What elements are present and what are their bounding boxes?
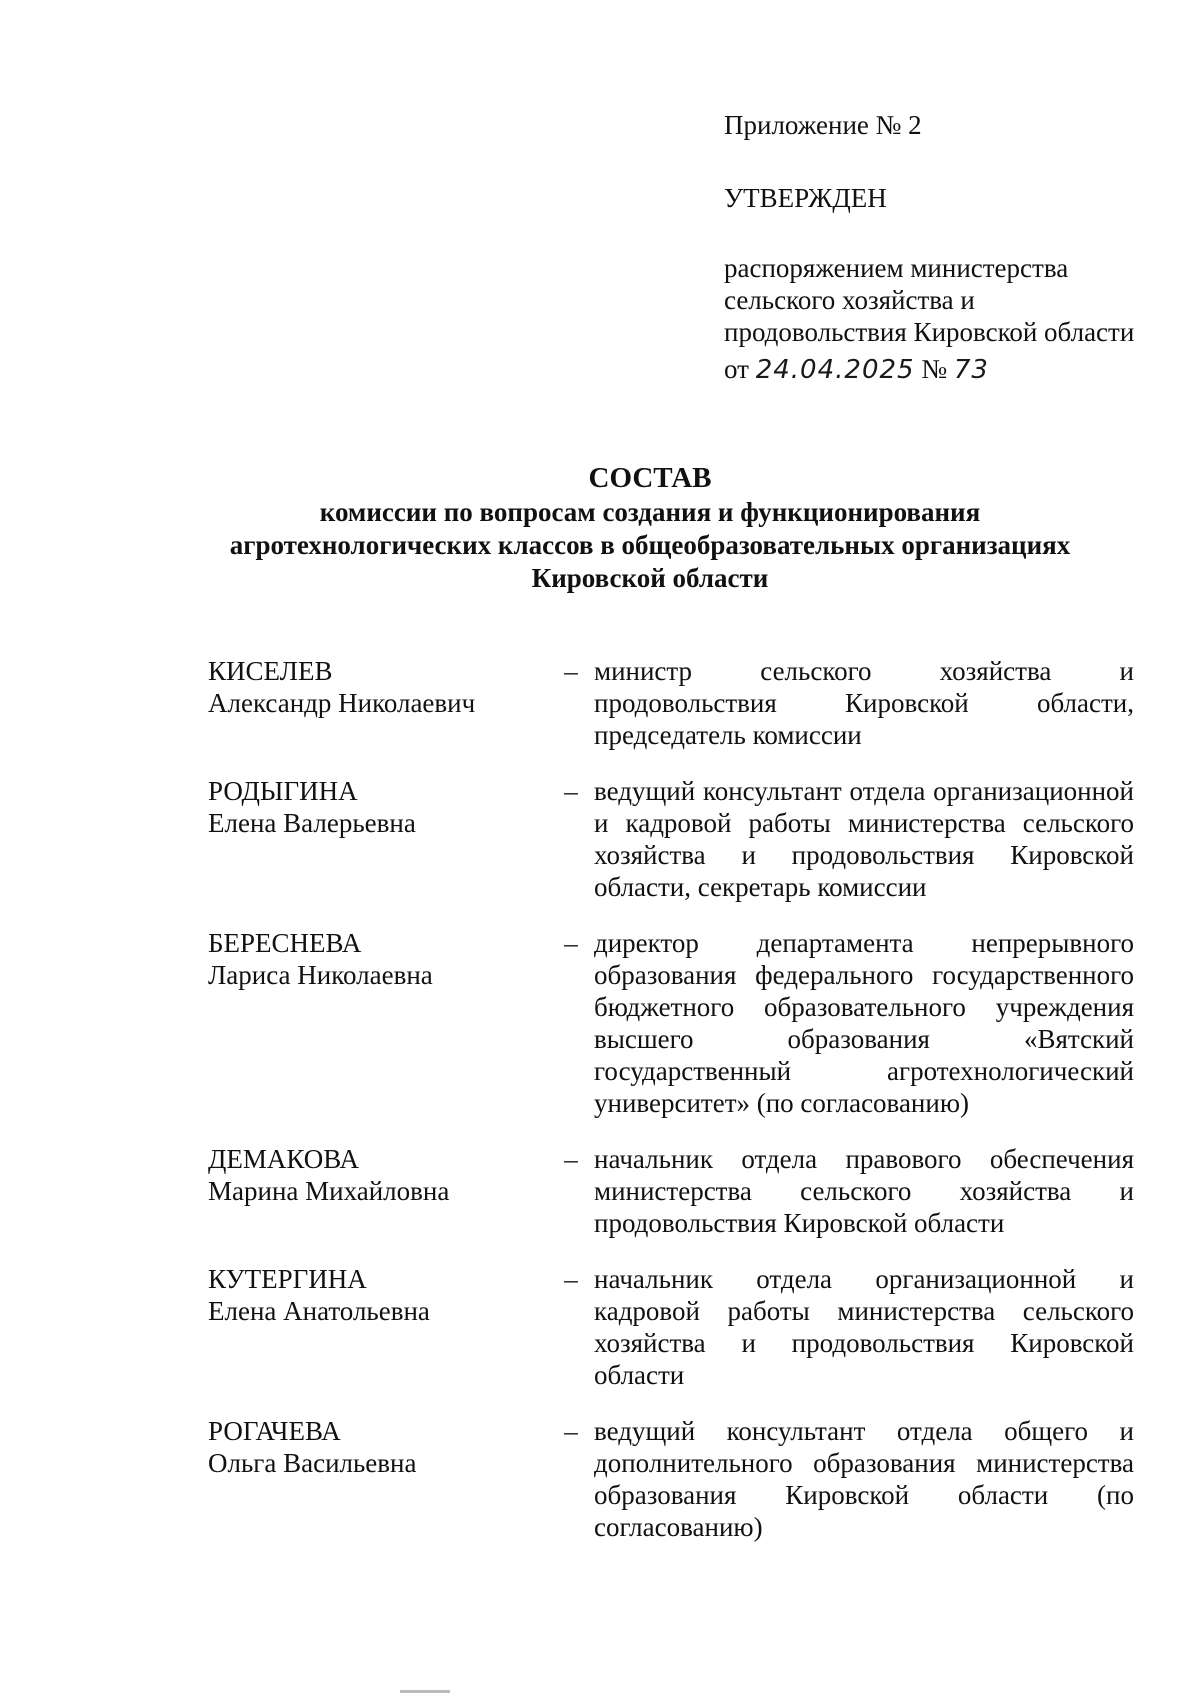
approved-label: УТВЕРЖДЕН bbox=[724, 183, 887, 213]
title-subline: комиссии по вопросам создания и функционирования bbox=[319, 497, 981, 527]
member-row bbox=[208, 1263, 1142, 1391]
decree-line: распоряжением министерства bbox=[724, 253, 1069, 283]
members-list bbox=[208, 655, 1142, 1567]
member-name bbox=[208, 927, 548, 1119]
member-surname: КИСЕЛЕВ bbox=[208, 656, 333, 686]
decree-line: сельского хозяйства и bbox=[724, 285, 975, 315]
member-role: ведущий консультант отдела общего и дополнительного образования министерства образования Кировской области (по согласованию) bbox=[594, 1416, 1134, 1542]
document-title bbox=[150, 460, 1150, 595]
title-main: СОСТАВ bbox=[588, 462, 712, 494]
member-role: директор департамента непрерывного образования федерального государственного бюджетного образовательного учреждения высшего образования «Вятский государственный агротехнологический университет» (по согласованию) bbox=[594, 928, 1134, 1118]
member-name bbox=[208, 655, 548, 751]
member-dash: – bbox=[564, 1264, 578, 1294]
date-prefix: от bbox=[724, 354, 749, 384]
member-dash: – bbox=[564, 776, 578, 806]
member-row bbox=[208, 775, 1142, 903]
member-given-names: Лариса Николаевна bbox=[208, 960, 433, 990]
member-dash: – bbox=[564, 1144, 578, 1174]
handwritten-date: 24.04.2025 bbox=[755, 355, 915, 385]
member-given-names: Александр Николаевич bbox=[208, 688, 476, 718]
decree-date-line bbox=[724, 354, 989, 385]
decree-text bbox=[724, 252, 1164, 348]
title-subline: агротехнологических классов в общеобразовательных организациях bbox=[229, 530, 1071, 560]
member-surname: БЕРЕСНЕВА bbox=[208, 928, 362, 958]
decree-line: продовольствия Кировской области bbox=[724, 317, 1135, 347]
title-subline: Кировской области bbox=[531, 563, 769, 593]
member-row bbox=[208, 927, 1142, 1119]
member-name bbox=[208, 1143, 548, 1239]
scan-artifact bbox=[400, 1690, 450, 1693]
member-surname: ДЕМАКОВА bbox=[208, 1144, 360, 1174]
member-name bbox=[208, 1263, 548, 1391]
member-row bbox=[208, 1415, 1142, 1543]
member-given-names: Елена Анатольевна bbox=[208, 1296, 430, 1326]
member-row bbox=[208, 1143, 1142, 1239]
number-label: № bbox=[921, 354, 948, 384]
member-dash: – bbox=[564, 1416, 578, 1446]
member-row bbox=[208, 655, 1142, 751]
member-given-names: Елена Валерьевна bbox=[208, 808, 416, 838]
member-given-names: Ольга Васильевна bbox=[208, 1448, 417, 1478]
member-name bbox=[208, 775, 548, 903]
member-dash: – bbox=[564, 928, 578, 958]
member-role: начальник отдела правового обеспечения министерства сельского хозяйства и продовольствия Кировской области bbox=[594, 1144, 1134, 1238]
member-surname: РОГАЧЕВА bbox=[208, 1416, 341, 1446]
member-surname: РОДЫГИНА bbox=[208, 776, 358, 806]
member-surname: КУТЕРГИНА bbox=[208, 1264, 367, 1294]
member-given-names: Марина Михайловна bbox=[208, 1176, 450, 1206]
handwritten-number: 73 bbox=[953, 355, 989, 385]
appendix-label: Приложение № 2 bbox=[724, 110, 922, 140]
member-dash: – bbox=[564, 656, 578, 686]
member-role: министр сельского хозяйства и продовольствия Кировской области, председатель комиссии bbox=[594, 656, 1134, 750]
member-role: начальник отдела организационной и кадровой работы министерства сельского хозяйства и продовольствия Кировской области bbox=[594, 1264, 1134, 1390]
member-name bbox=[208, 1415, 548, 1543]
member-role: ведущий консультант отдела организационной и кадровой работы министерства сельского хозяйства и продовольствия Кировской области, секретарь комиссии bbox=[594, 776, 1134, 902]
